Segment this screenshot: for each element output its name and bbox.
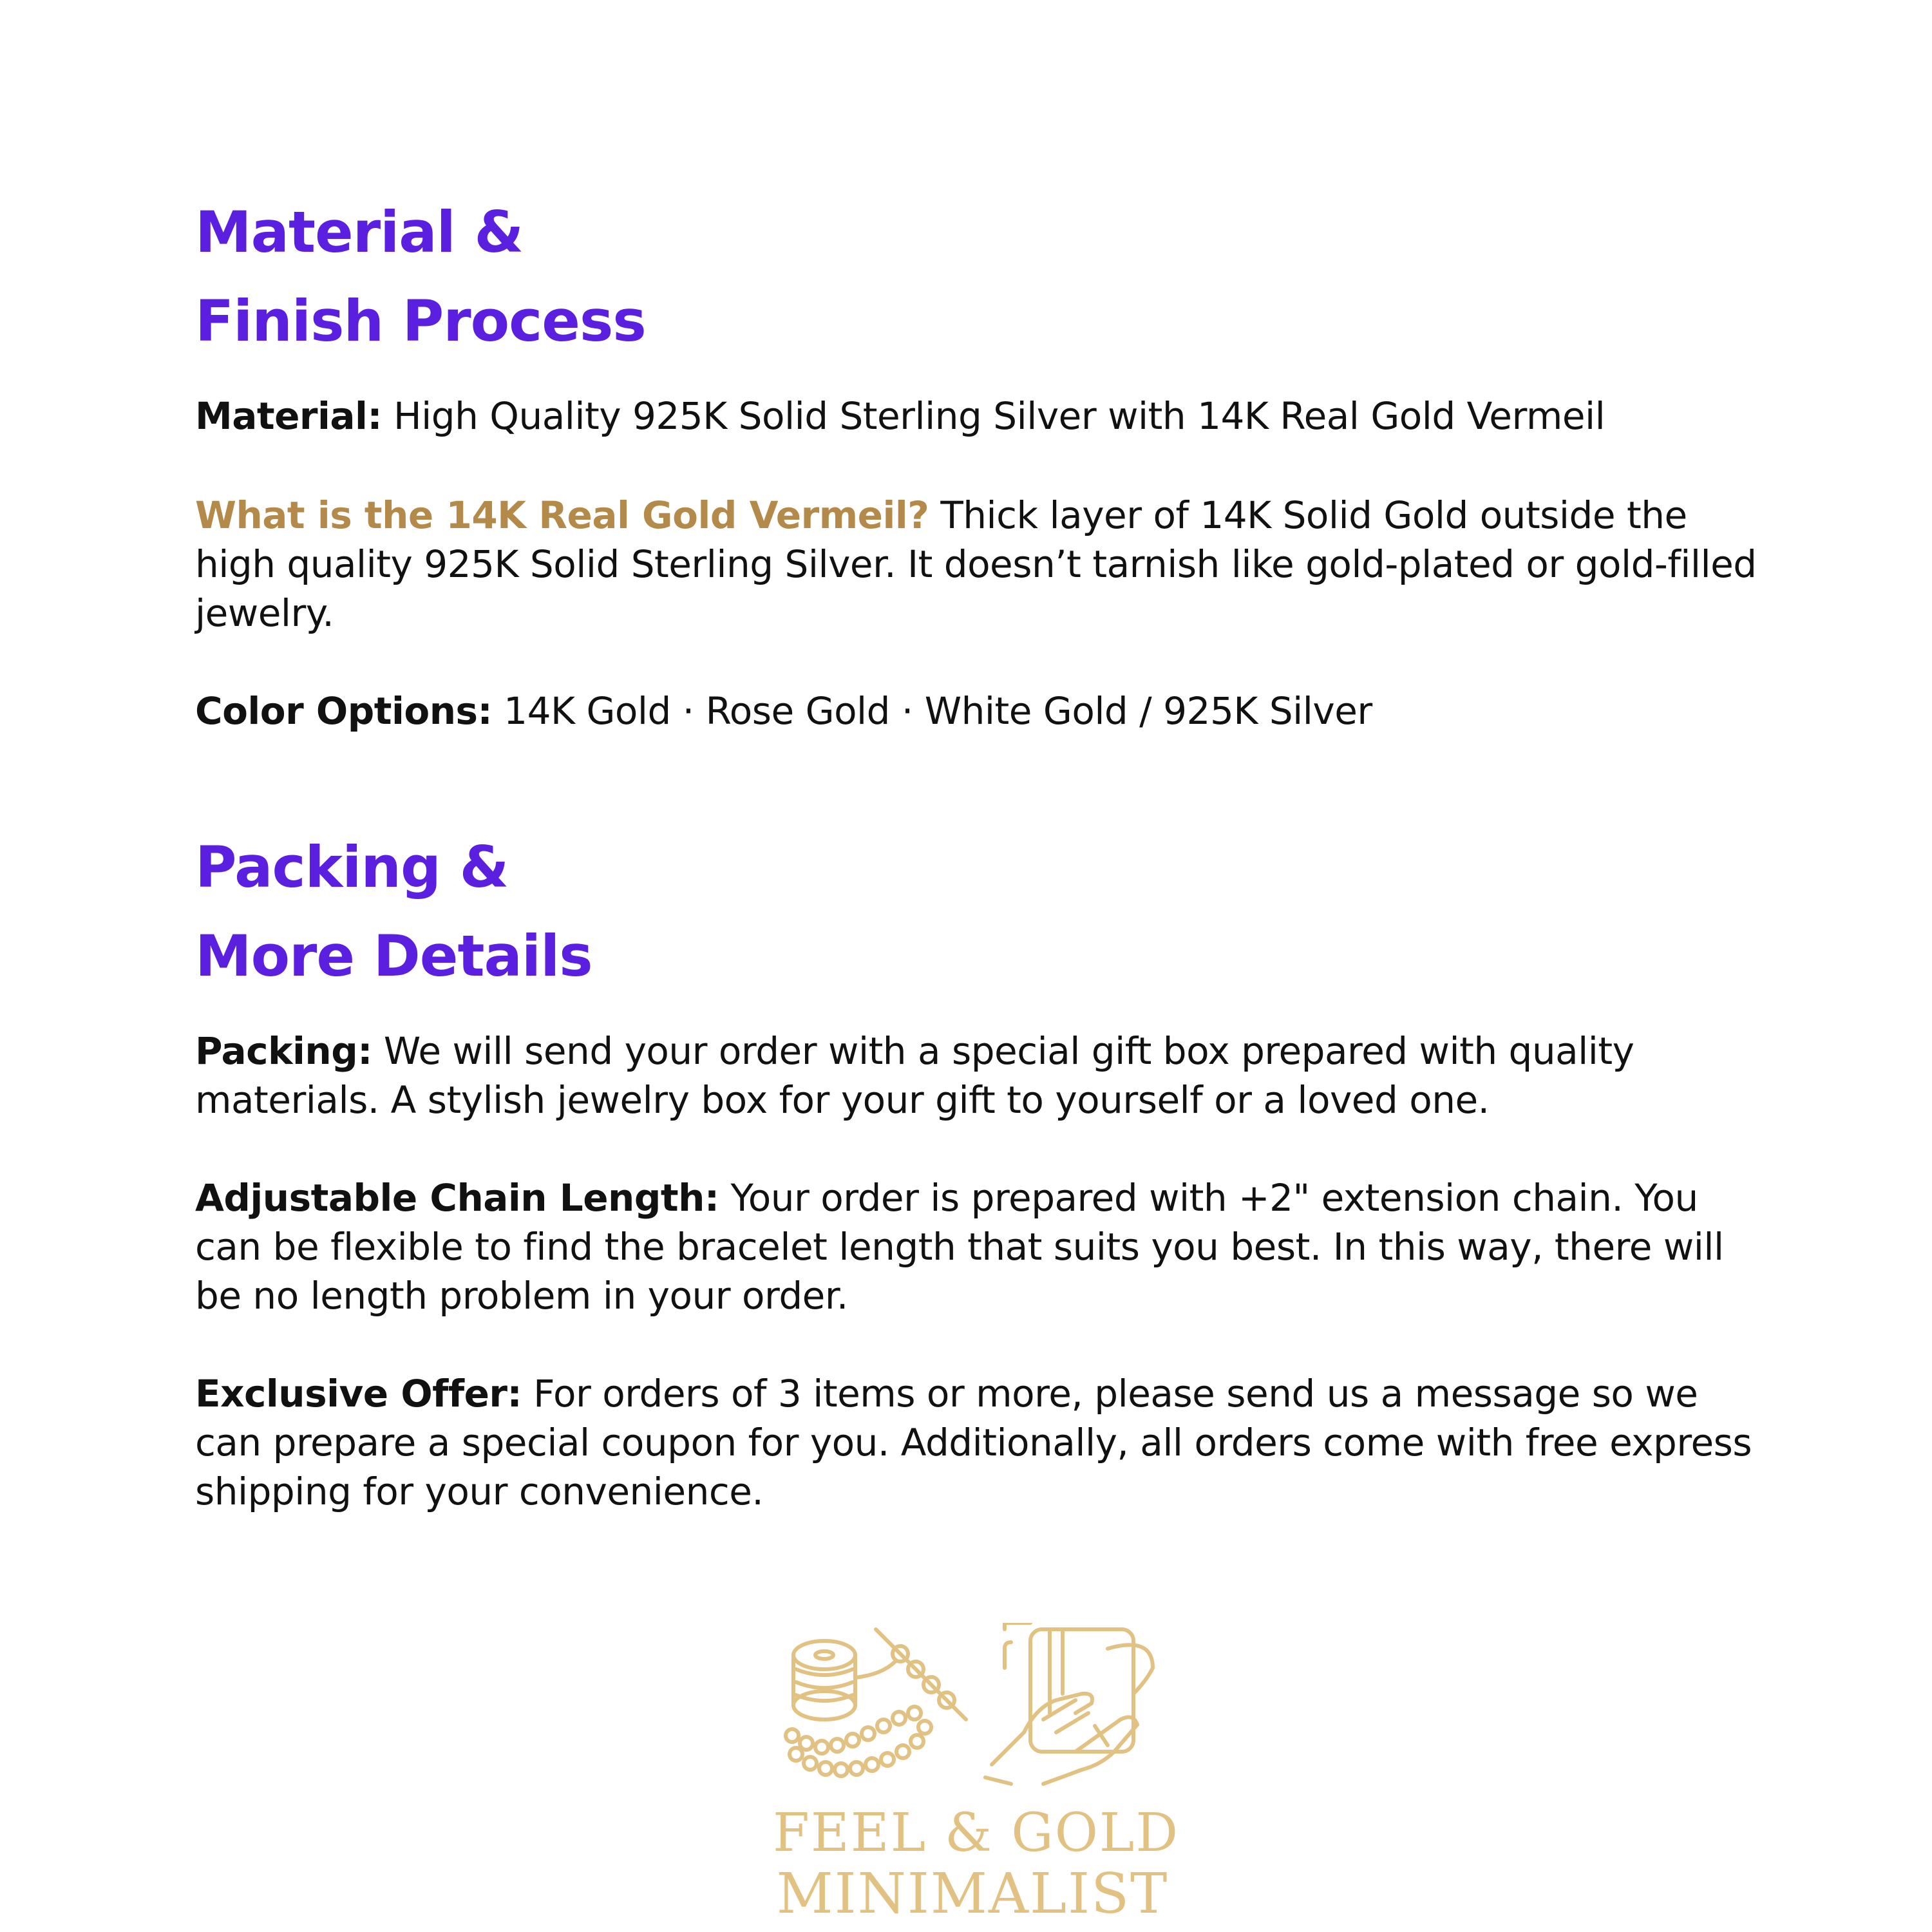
brand-logo — [773, 1623, 1180, 1926]
packing-label: Packing: — [195, 1029, 372, 1073]
chain-length-label: Adjustable Chain Length: — [195, 1176, 719, 1220]
thread-spool-beads-icon — [786, 1629, 966, 1776]
material-section-title — [195, 188, 646, 366]
material-title-line2: Finish Process — [195, 288, 646, 354]
exclusive-offer-label: Exclusive Offer: — [195, 1372, 522, 1416]
hand-crafting-icon — [985, 1623, 1153, 1784]
material-text: High Quality 925K Solid Sterling Silver with 14K Real Gold Vermeil — [382, 394, 1605, 438]
vermeil-label: What is the 14K Real Gold Vermeil? — [195, 493, 929, 537]
color-options-label: Color Options: — [195, 689, 493, 733]
material-paragraph — [195, 392, 1766, 440]
packing-section-title — [195, 823, 592, 1001]
chain-length-text: Your order is prepared with +2" extension chain. You can be flexible to find the bracelet length that suits you best. In this way, there will be no length problem in your order. — [195, 1176, 1724, 1318]
packing-text: We will send your order with a special gift box prepared with quality materials. A stylish jewelry box for your gift to yourself or a loved one. — [195, 1029, 1634, 1122]
chain-length-paragraph — [195, 1173, 1766, 1320]
logo-artwork — [773, 1623, 1172, 1790]
logo-brand-line1: FEEL & GOLD — [773, 1803, 1180, 1864]
vermeil-paragraph — [195, 491, 1766, 638]
packing-paragraph — [195, 1027, 1766, 1124]
color-options-paragraph — [195, 687, 1766, 735]
packing-title-line2: More Details — [195, 923, 592, 989]
exclusive-offer-text: For orders of 3 items or more, please send us a message so we can prepare a special coupon for you. Additionally, all orders come with free express shipping for your convenience. — [195, 1372, 1752, 1513]
logo-brand-line2: MINIMALIST — [776, 1862, 1169, 1926]
exclusive-offer-paragraph — [195, 1369, 1766, 1516]
packing-title-line1: Packing & — [195, 834, 509, 900]
vermeil-text: Thick layer of 14K Solid Gold outside the high quality 925K Solid Sterling Silver. It doesn’t tarnish like gold-plated or gold-filled jewelry. — [195, 493, 1757, 635]
color-options-text: 14K Gold · Rose Gold · White Gold / 925K Silver — [492, 689, 1372, 733]
material-label: Material: — [195, 394, 383, 438]
material-title-line1: Material & — [195, 199, 524, 265]
